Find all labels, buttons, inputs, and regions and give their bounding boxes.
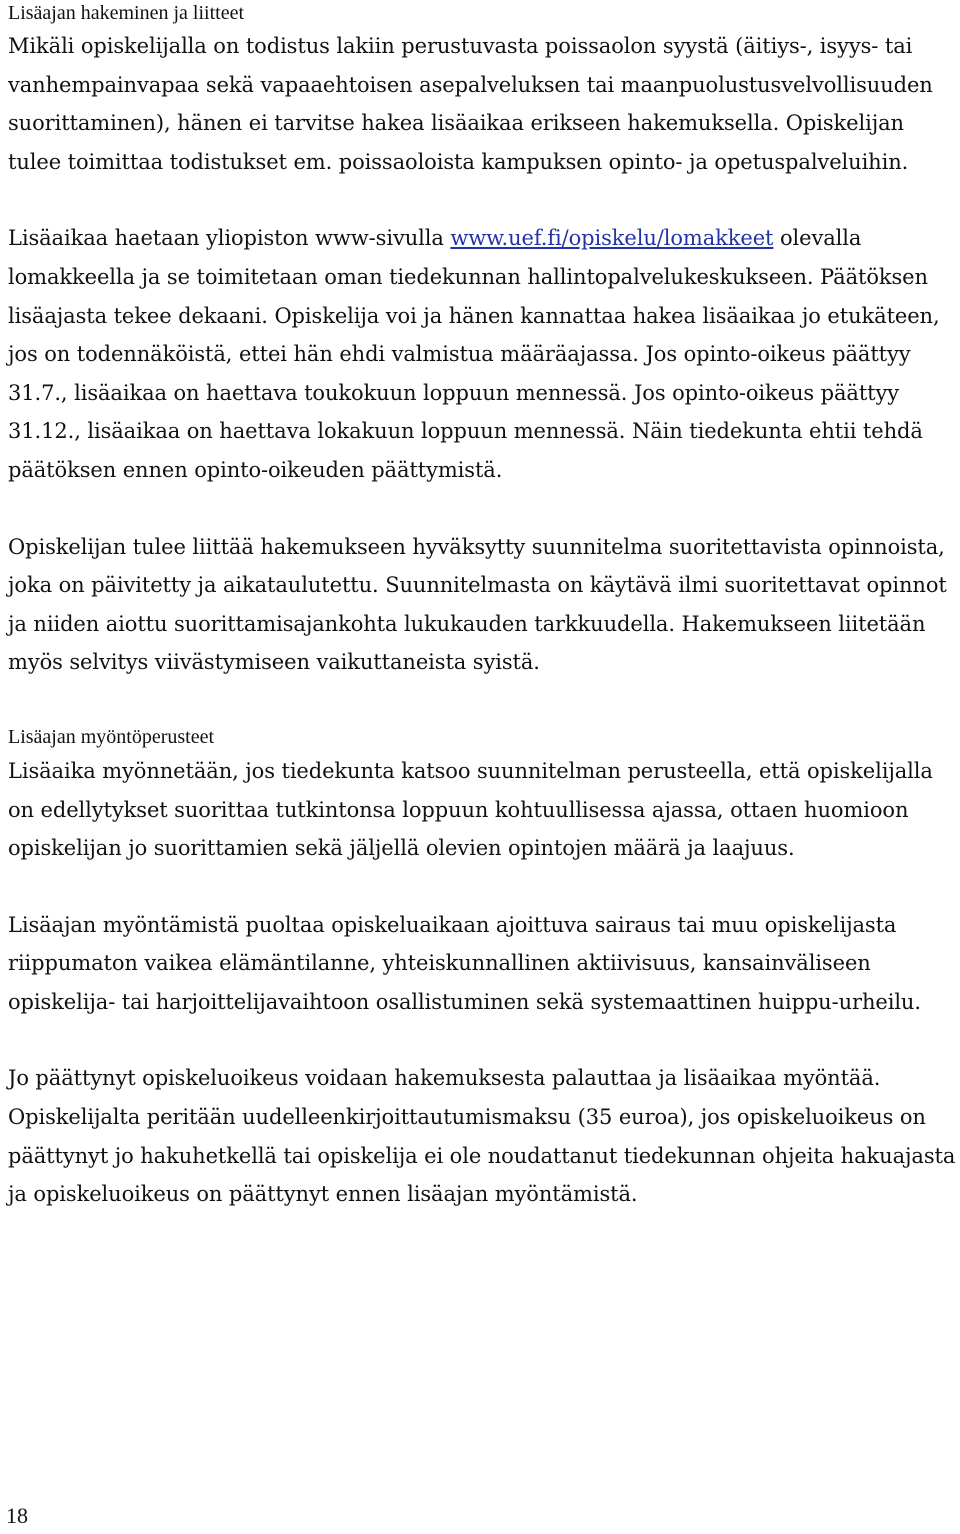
section-heading-application: Lisäajan hakeminen ja liitteet bbox=[8, 2, 245, 24]
document-page bbox=[8, 0, 956, 1214]
paragraph-application-text-end: olevalla lomakkeella ja se toimitetaan oman tiedekunnan hallintopalvelukeskukseen. Päätöksen lisäajasta tekee dekaani. Opiskelija voi ja hänen kannattaa hakea lisäaikaa jo etukäteen, jos on todennäköistä, ettei hän ehdi valmistua määräajassa. Jos opinto-oikeus päättyy 31.7., lisäaikaa on haettava toukokuun loppuun mennessä. Jos opinto-oikeus päättyy 31.12., lisäaikaa on haettava lokakuun loppuun mennessä. Näin tiedekunta ehtii tehdä päätöksen ennen opinto-oikeuden päättymistä. bbox=[8, 226, 940, 482]
forms-link[interactable]: www.uef.fi/opiskelu/lomakkeet bbox=[450, 226, 774, 251]
paragraph-legal-absence: Mikäli opiskelijalla on todistus lakiin perustuvasta poissaolon syystä (äitiys-, isyys- tai vanhempainvapaa sekä vapaaehtoisen asepalveluksen tai maanpuolustusvelvollisuuden suorittaminen), hänen ei tarvitse hakea lisäaikaa erikseen hakemuksella. Opiskelijan tulee toimittaa todistukset em. poissaoloista kampuksen opinto- ja opetuspalveluihin. bbox=[8, 34, 933, 174]
paragraph-application-text-start: Lisäaikaa haetaan yliopiston www-sivulla bbox=[8, 226, 451, 251]
page-number: 18 bbox=[6, 1503, 28, 1528]
section-heading-criteria: Lisäajan myöntöperusteet bbox=[8, 725, 215, 748]
paragraph-restoration: Jo päättynyt opiskeluoikeus voidaan hakemuksesta palauttaa ja lisäaikaa myöntää. Opiskelijalta peritään uudelleenkirjoittautumismaksu (35 euroa), jos opiskeluoikeus on päättynyt jo hakuhetkellä tai opiskelija ei ole noudattanut tiedekunnan ohjeita hakuajasta ja opiskeluoikeus on päättynyt ennen lisäajan myöntämistä. bbox=[8, 1066, 956, 1207]
paragraph-attachments: Opiskelijan tulee liittää hakemukseen hyväksytty suunnitelma suoritettavista opinnoista, joka on päivitetty ja aikataulutettu. Suunnitelmasta on käytävä ilmi suoritettavat opinnot ja niiden aiottu suorittamisajankohta lukukauden tarkkuudella. Hakemukseen liitetään myös selvitys viivästymiseen vaikuttaneista syistä. bbox=[8, 534, 947, 675]
paragraph-application-procedure bbox=[8, 219, 956, 489]
paragraph-criteria: Lisäaika myönnetään, jos tiedekunta katsoo suunnitelman perusteella, että opiskelijalla on edellytykset suorittaa tutkintonsa loppuun kohtuullisessa ajassa, ottaen huomioon opiskelijan jo suorittamien sekä jäljellä olevien opintojen määrä ja laajuus. bbox=[8, 758, 933, 861]
paragraph-supporting-factors: Lisäajan myöntämistä puoltaa opiskeluaikaan ajoittuva sairaus tai muu opiskelijasta riippumaton vaikea elämäntilanne, yhteiskunnallinen aktiivisuus, kansainväliseen opiskelija- tai harjoittelijavaihtoon osallistuminen sekä systemaattinen huippu-urheilu. bbox=[8, 912, 921, 1014]
